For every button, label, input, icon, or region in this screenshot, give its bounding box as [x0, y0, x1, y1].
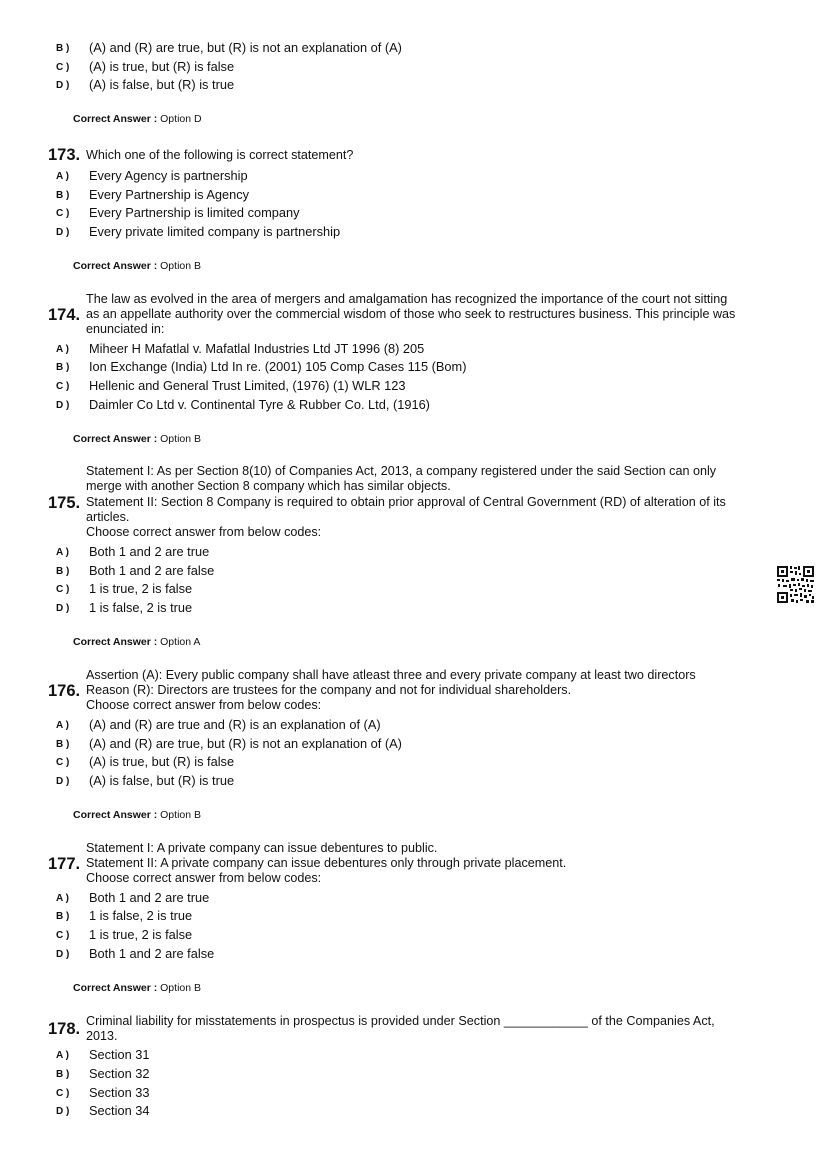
option-text: Miheer H Mafatlal v. Mafatlal Industries Ltd JT 1996 (8) 205	[89, 341, 425, 356]
option-letter: B )	[56, 43, 70, 54]
question-number: 176.	[48, 682, 81, 700]
option-text: (A) is true, but (R) is false	[89, 59, 235, 74]
option-letter: B )	[56, 190, 70, 201]
option-letter: C )	[56, 1088, 70, 1099]
question-text: enunciated in:	[86, 322, 165, 336]
option-letter: D )	[56, 949, 70, 960]
correct-answer-value: Option A	[160, 636, 201, 648]
option-text: Every private limited company is partnership	[89, 224, 341, 239]
option-text: Section 31	[89, 1047, 150, 1062]
option-text: Section 33	[89, 1085, 150, 1100]
correct-answer-label: Correct Answer :	[73, 809, 158, 821]
option-letter: D )	[56, 80, 70, 91]
question-number: 178.	[48, 1020, 81, 1038]
correct-answer-value: Option D	[160, 113, 202, 125]
option-text: Every Partnership is limited company	[89, 205, 300, 220]
correct-answer	[73, 112, 202, 126]
question-text: Statement II: Section 8 Company is required to obtain prior approval of Central Government (RD) of alteration of its	[86, 495, 726, 509]
option-letter: D )	[56, 227, 70, 238]
question-text: Assertion (A): Every public company shall have atleast three and every private company at least two directors	[86, 668, 696, 682]
option-letter: B )	[56, 362, 70, 373]
option-text: Every Partnership is Agency	[89, 187, 250, 202]
option-text: Section 34	[89, 1103, 150, 1118]
option-letter: B )	[56, 739, 70, 750]
option-letter: D )	[56, 1106, 70, 1117]
question-text: Statement I: A private company can issue debentures to public.	[86, 841, 438, 855]
option-letter: D )	[56, 603, 70, 614]
question-text: Reason (R): Directors are trustees for the company and not for individual shareholders.	[86, 683, 572, 697]
option-letter: A )	[56, 893, 69, 904]
correct-answer-label: Correct Answer :	[73, 260, 158, 272]
option-letter: C )	[56, 62, 70, 73]
qr-code-icon	[776, 565, 815, 604]
correct-answer-label: Correct Answer :	[73, 636, 158, 648]
correct-answer-value: Option B	[160, 809, 201, 821]
correct-answer-value: Option B	[160, 260, 201, 272]
option-letter: B )	[56, 911, 70, 922]
option-letter: B )	[56, 566, 70, 577]
option-text: Section 32	[89, 1066, 150, 1081]
question-text: Choose correct answer from below codes:	[86, 525, 322, 539]
option-text: (A) and (R) are true, but (R) is not an explanation of (A)	[89, 40, 402, 55]
option-text: Daimler Co Ltd v. Continental Tyre & Rubber Co. Ltd, (1916)	[89, 397, 430, 412]
option-letter: C )	[56, 584, 70, 595]
option-text: Every Agency is partnership	[89, 168, 248, 183]
correct-answer-value: Option B	[160, 982, 201, 994]
question-number: 175.	[48, 494, 81, 512]
option-text: 1 is true, 2 is false	[89, 581, 193, 596]
question-text: Choose correct answer from below codes:	[86, 871, 322, 885]
option-text: 1 is false, 2 is true	[89, 600, 193, 615]
option-text: (A) is false, but (R) is true	[89, 77, 235, 92]
option-letter: C )	[56, 930, 70, 941]
option-text: (A) is false, but (R) is true	[89, 773, 235, 788]
option-letter: C )	[56, 381, 70, 392]
option-text: (A) is true, but (R) is false	[89, 754, 235, 769]
question-number: 173.	[48, 146, 81, 164]
option-letter: A )	[56, 720, 69, 731]
question-text: Criminal liability for misstatements in prospectus is provided under Section ____________ of the Companies Act,	[86, 1014, 715, 1028]
option-letter: A )	[56, 547, 69, 558]
option-text: Hellenic and General Trust Limited, (1976) (1) WLR 123	[89, 378, 406, 393]
option-text: 1 is true, 2 is false	[89, 927, 193, 942]
option-text: Both 1 and 2 are false	[89, 946, 215, 961]
option-letter: C )	[56, 208, 70, 219]
option-text: Both 1 and 2 are true	[89, 544, 210, 559]
correct-answer	[73, 981, 201, 995]
question-text: 2013.	[86, 1029, 118, 1043]
question-number: 174.	[48, 306, 81, 324]
correct-answer	[73, 259, 201, 273]
question-text: Statement II: A private company can issue debentures only through private placement.	[86, 856, 567, 870]
option-text: 1 is false, 2 is true	[89, 908, 193, 923]
question-text: Which one of the following is correct statement?	[86, 148, 354, 162]
option-letter: A )	[56, 171, 69, 182]
correct-answer	[73, 635, 200, 649]
option-text: Ion Exchange (India) Ltd In re. (2001) 105 Comp Cases 115 (Bom)	[89, 359, 467, 374]
correct-answer	[73, 808, 201, 822]
correct-answer-label: Correct Answer :	[73, 113, 158, 125]
question-text: The law as evolved in the area of mergers and amalgamation has recognized the importance of the court not sitting	[86, 292, 728, 306]
question-text: as an appellate authority over the commercial wisdom of those who seek to restructures business. This principle was	[86, 307, 736, 321]
option-letter: D )	[56, 400, 70, 411]
option-text: (A) and (R) are true and (R) is an explanation of (A)	[89, 717, 381, 732]
option-letter: D )	[56, 776, 70, 787]
correct-answer	[73, 432, 201, 446]
option-letter: C )	[56, 757, 70, 768]
question-text: merge with another Section 8 company which has similar objects.	[86, 479, 451, 493]
option-letter: A )	[56, 1050, 69, 1061]
correct-answer-label: Correct Answer :	[73, 982, 158, 994]
question-text: Statement I: As per Section 8(10) of Companies Act, 2013, a company registered under the said Section can only	[86, 464, 717, 478]
option-letter: B )	[56, 1069, 70, 1080]
question-text: articles.	[86, 510, 130, 524]
correct-answer-label: Correct Answer :	[73, 433, 158, 445]
question-text: Choose correct answer from below codes:	[86, 698, 322, 712]
question-number: 177.	[48, 855, 81, 873]
correct-answer-value: Option B	[160, 433, 201, 445]
option-text: (A) and (R) are true, but (R) is not an explanation of (A)	[89, 736, 402, 751]
option-letter: A )	[56, 344, 69, 355]
option-text: Both 1 and 2 are true	[89, 890, 210, 905]
option-text: Both 1 and 2 are false	[89, 563, 215, 578]
